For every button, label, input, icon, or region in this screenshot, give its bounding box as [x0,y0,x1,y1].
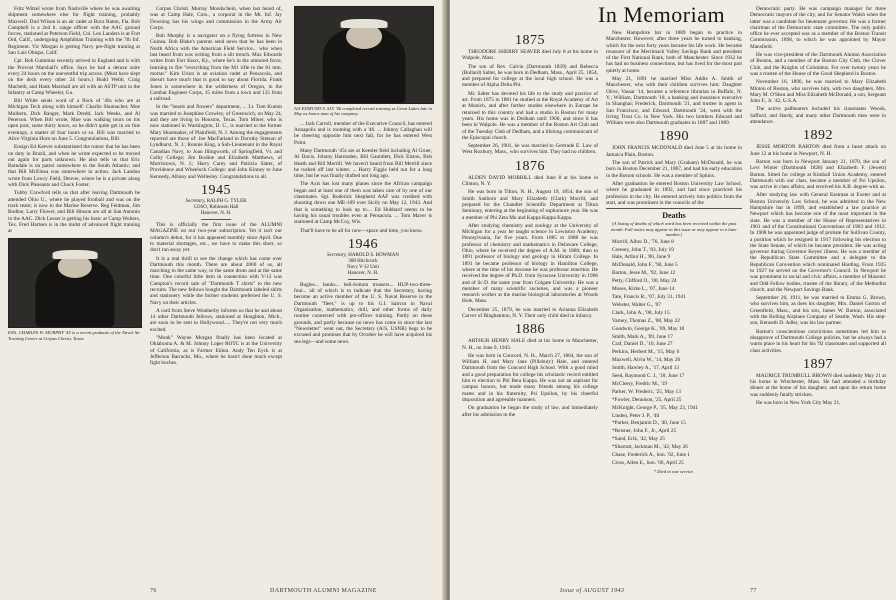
photo-sly-caption: A/S EDMUND S. SLY '46 completed recruit training at Great Lakes late in May as honor man of his company. [294,106,432,117]
death-entry: Maxwell, Alvin W., '14, May 26 [612,357,681,364]
article-paragraph: ... Jack Carroll, member of the Executive Council, has entered Annapolis and is rooming with a '46. ... Johnny Callaghan will be cheering opposite him next fall, for he has entered West Point. [294,120,432,146]
page-number-left: 76 [150,588,157,594]
obituary-paragraph: THEODORE SHERRY SEAVER died July 8 at his home in Walpole, Mass. [462,49,598,62]
death-entry: Goodwin, George K., '09, May 18 [612,325,685,332]
secretary-name: RALPH G. TYLER [206,199,247,205]
in-memoriam-title: In Memoriam [598,2,726,27]
death-entry: Hale, Arthur H., '86, June 9 [612,254,671,261]
death-entry: Linden, Peter J. P., '40 [612,412,660,419]
divider [606,208,742,209]
obituary-year: 1897 [803,356,833,372]
obituary-paragraph: Democratic party. He was campaign manager for three Democratic mayors of the city, and for Senator Walsh when the latter was a candidate for lieutenant governor. He was a former chairman of the Democratic state committee. The only public office he ever accepted was as a member of the Boston Transit Commission, 1898, to which he was appointed by Mayor Mansfield. [750,6,886,50]
photo-murphy-caption: ENS. CHARLES W. MURPHY '45 is a recent graduate of the Naval Air Training Center at Corpus Christi, Texas. [8,330,140,341]
secretary-label: Secretary [327,252,346,258]
obituary-paragraph: The son of Rev. Calvin (Dartmouth 1839) and Rebecca (Bullard) Salter, he was born in Dedham, Mass., April 25, 1854, and prepared for college at the local high school. He was a member of Alpha Delta Phi. [462,63,598,89]
page-number-right: 77 [750,588,757,594]
obituary-paragraph: He was vice-president of the Dartmouth Alumni Association of Boston, and a member of the Boston City Club, the Clover Club, and the Knights of Columbus. For over twenty years he was a trustee of the House of the Good Shepherd in Boston. [750,52,886,77]
photo-cap [341,19,388,29]
obituary-year: 1890 [659,129,689,145]
obituary-paragraph: Mr. Salter has devoted his life to the study and practice of art. From 1875 to 1881 he studied at the Royal Academy of Art at Munich, and after further studies elsewhere in Europe he returned to this country and had a studio in Boston for many years. His home was in Dedham until 1900, and since it has been in Walpole. He was a member of the Boston Art Club and of the Tuesday Club of Dedham, and a lifelong communicant of the Episcopal church. [462,90,598,141]
death-entry: Smith, Mark A., '09, June 17 [612,333,673,340]
death-entry: Perkins, Herbert M., '15, May 6 [612,349,680,356]
obituary-paragraph: November 16, 1896, he was married to Mary Elizabeth Minton of Boston, who survives him, with two daughters, Mrs. Mary M. O'Shea and Miss Elizabeth McDonald, a son, Sergeant John F., Jr. '42, U.S.A. [750,79,886,105]
divider [201,219,231,220]
article-paragraph: In the "hearts and flowers" department, ... Lt. Tom Kumm was married to Josephine Crowley, of Greenwich, on May 24, and they are living in Houston, Texas. Tom Miner, who is now stationed in Washington, D. C., is married to the former Mary Shoemaker, of Plainfield, N. J. Among the engagements reported are those of: Joe MacFarland to Dorothy Stetson of Lyndhurst, N. J.; Ronnie King, a Sub-Lieutenant in the Royal Canadian Navy, to Joan Illingworth, of Springfield, Vt. and Colby College; Jim Bodine and Elizabeth Matthews, of Morristown, N. J.; Harry Carey and Patricia Slater, of Providence and Wheelock College; and John Kinney to June Kennedy, Albany and Wellesley. Congratulations to all. [150,104,282,180]
obituary-name: MAURICE TRUMBULL BROWN [756,372,834,379]
death-entry: Petty, Clifford O., '00, May 24 [612,278,677,285]
obituary-paragraph: September 26, 1901, he was married to Gertrude E. Law of West Roxbury, Mass., who survives him. They had no children. [462,143,598,156]
left-column-2 [150,6,282,369]
article-paragraph: Cpl. Bob Cummins recently arrived in England and is with the Provost Marshall's office. Says he had a deluxe suite every 24 hours on the uneventful trip across. (Must have slept on the deck every other 24 hours.) Budd Webb, Craig Macbeth, and Hank Marshall are all with an ASTP unit in the Infantry at Camp Wheeler, Ga. [8,58,140,96]
death-entry: *Reisner, John F., Jr., April 25 [612,428,677,435]
class-1946-address3: Hanover, N. H. [347,270,379,276]
right-col1-obits [462,34,598,418]
article-paragraph: It is a real thrill to see the change which has come over Dartmouth this month. There are about 2000 of us, all marching in the same way, to the same drum and at the same time. One colorful little item in connection with V-12 was Campion's record sale of "Dartmouth T shirts" to the new recruits. The new fellows bought the Dartmouth labeled shirts and stationery while the former students preferred the U. S. Navy on their articles. [150,255,282,306]
obituary-paragraph: The son of Patrick and Mary (Graham) McDonald, he was born in Boston December 21, 1867, and had his early education in the Boston schools. He was a member of Sphinx. [606,160,742,179]
article-paragraph: "Monk" Wayne Morgan finally has been located at Oklahoma A. & M. Johnny Loper ROTC is at the University of California, as is Farmer Eldon. Andy Ten Eyck is at Jefferson Barracks, Mo., where he hasn't done much except fight boches. [150,335,282,367]
obituary-year: 1892 [803,128,833,144]
death-entry: Webster, Walter G., '07 [612,301,661,308]
class-1945-address2: Hanover, N. H. [200,211,232,217]
obituary-paragraph: On graduation he began the study of law, and immediately after his admission to the [462,405,598,418]
death-entry: Clark, John A., '08, July 15 [612,309,670,316]
obituary-name: ALDEN DAVID MORRILL [468,174,535,181]
photo-murphy [8,238,142,328]
obituary-1892 [750,129,886,354]
left-column-3 [294,6,432,347]
left-col2-after-text [150,222,282,367]
article-paragraph: Corpus Christi. Murray Mondschein, when last heard of, was at Camp Hale, Colo., a corporal in the Mt. Inf. Jay Downing has his wings and commission in the Army Air Corps. [150,6,282,31]
class-1945-address1: COSO, Robinson Hall [193,205,239,211]
right-col2-text [606,30,742,126]
article-paragraph: The Axis has lost many planes since the African campaign began and at least one of them was taken care of by one of our classmates. Sgt. Roderick Shepherd AAF was credited with shooting down one ME-109 over Sicily on May 12, 1943. And that is something to look up to.... Ed Hubbard seems to be having his usual troubles even at Pensacola. ... Tom Maver is stationed at Camp McCoy, Wis. [294,181,432,226]
death-entry: *Sand, Erik, '42, May 25 [612,436,665,443]
article-paragraph: Many Dartmouth '45s are at Keesler field including Al Gruer, Al Davis, Johnny Harmsden, Bill Gauntlett, Dick Elston, Bob Heath and Bill Merrill. We haven't heard from Bill Merrill since he rushed off last winter. ... Harry Figgie held out for a long time, but he was finally drafted not long ago. [294,148,432,180]
obituary-paragraph: ARTHUR HENRY HALE died at his home in Manchester, N. H., on June 9, 1943. [462,338,599,351]
death-entry: Seed, Raymond C. J., '18, June 17 [612,373,685,380]
deaths-footnote: * Died in war service. [653,468,695,474]
death-entry: McKnight, George P., '35, May 23, 1941 [612,404,699,411]
death-entry: Craf, Daniel D., '10, June 27 [612,341,673,348]
article-paragraph: Bill White sends word of a flock of '46s who are at Michigan Tech along with himself: Charlie Shumacher, Moe Mulhern, Dick Ranger, Mark Dredd, Jack Weeks, and Al Peterson. When Bill wrote, Moe was walking tours on his open post, some thirty hours, so he didn't quite get in on fine evenings, a matter of four hours or so. Bill was married to Alice Virginia Horn on June 5. Congratulations, Bill. [8,98,140,142]
death-entry: Barton, Jesse M., '92, June 12 [612,270,676,277]
obituary-paragraph: The active pallbearers included his classmates Woods, Safford, and Hardy, and many other Dartmouth men were in attendance. [750,106,886,126]
obituary-paragraph: He was born in New York City May 21, [756,400,841,407]
obituary-paragraph: After studying law with General Eastman at Exeter and at Boston University Law School, he was admitted to the New Hampshire bar in 1899, and established a law practice at Newport which has become one of the most important in the state. He was a member of the House of Representatives in 1901 and of the Constitutional Conventions of 1903 and 1912. In 1908 he was appointed judge of probate for Sullivan County, a position which he resigned in 1917 following his election to the State Senate, of which he became president. He was acting governor during Governor Keyes' illness. He was a member of the Republican State Committee and a delegate to the Republican Convention which nominated Harding. From 1925 to 1927 he served on the Governor's Council. In Newport he was prominent in social and civic affairs, a member of Masonic and Odd Fellow bodies, trustee of the library, of the Methodist church, and the Newport Savings Bank. [750,192,886,293]
article-paragraph: Bob Murphy is a navigator on a flying fortress in New Guinea. Bob Blake's parents send news that he has been in North Africa with the American Field Service... who when last heard from was writing from a slit trench. Max Edwards writes from Fort Knox, Ky., where he's in the armored force, learning to fire "everything from the M1 rifle to the 81 mm. mortar." Kim Urion is an aviation cadet at Pensacola, and doesn't have much that is good to say about Florida. Frank Jones is somewhere in the wilderness of Oregon, in the Combat Engineer Corps, 15 miles from a town and 135 from a railroad. [150,33,282,103]
death-entry: *Parker, Benjamin D., '40, June 15 [612,420,686,427]
article-paragraph: A card from Steve Weatherby informs us that he and about 14 other Dartmouth fellows, stationed at Houghton, Mich., are soon to be sent to Hollywood..... They're not very much excited. [150,307,282,333]
photo-sly [294,6,434,104]
obituary-1890 [606,130,742,206]
left-page [0,0,446,600]
death-entry: *Sharratt, Jackman M., '42, May 26 [612,444,688,451]
death-entry: Cross, Allen E., hon. '06, April 25 [612,460,684,467]
article-paragraph: This is officially the first issue of the ALUMNI MAGAZINE on our two-year subscription. Yet it isn't our column's debut, for it has appeared monthly since April. Due to material shortages, etc., we have to make this short, so don't run away yet. [150,222,282,254]
obituary-paragraph: ALDEN DAVID MORRILL died June 8 at his home in Clinton, N. Y. [462,174,598,188]
left-column-1 [8,6,140,345]
photo-cap [53,250,98,259]
obituary-paragraph: December 25, 1879, he was married to Arianna Elizabeth Carver of Binghamton, N. Y. Their only child died in infancy. [462,306,598,319]
left-col3-after-text [294,282,432,345]
class-1945-secretary: Secretary, RALPH G. TYLER [185,199,247,205]
obituary-paragraph: September 20, 1911, he was married to Emma G. Brown, who survives him, as does his daughter, Mrs. Daniel Gorton of Greenfield, Mass., and his son, James W. Barton, associated with the Bolling Airplane Company of Seattle, Wash. His step-son, Kenneth D. Adler, was his law partner. [750,295,886,327]
death-entry: *Fowler, Dennison, '25, April 25 [612,396,682,403]
left-col2-text [150,6,282,180]
obituary-year: 1876 [515,158,545,174]
death-entry: Smith, Hawley A., '17, April 13 [612,365,680,372]
left-col3-text [294,121,432,234]
article-paragraph: Tubby Crawford tells us that after leaving Dartmouth he attended Ohio U., where he played football and was on the track team; is now in the Marine Reserve. Reg Feldman, Jim Bodine, Larry Flower, and Bill Hinson are all at San Antonio in the AAC. Dick Lesser is getting his basic at Camp Wolters, Tex. Fred Hartsen is in the midst of advanced flight training at [8,190,140,235]
article-paragraph: Fritz Witzel wrote from Nashville where he was awaiting shipment somewhere else for flight training, probably Maxwell. Dud Wilson is an air cadet at Boca Raton, Fla. Bob Campbell is a 2nd lt. range officer with the AAC ground forces, stationed at Peterson Field, Col. Len Landers is at Fort Ord, Calif., undergoing Amphibian Training with the 7th Inf. Regiment. Vic Morgan is getting Navy pre-flight training at San Luis Obispo, Calif. [8,6,140,57]
article-paragraph: That'll have to be all for now—space and time, you know. [300,227,423,234]
obituary-paragraph: Barton's conscientious convictions sometimes led him to disapprove of Dartmouth College policies, but he always had a warm place in his heart for his '92 classmates and supported all class activities. [750,328,886,354]
class-1946-secretary: Secretary, HAROLD S. BOWMAN [327,252,399,258]
right-col3-text [750,6,886,125]
deaths-list [606,240,742,467]
obituary-paragraph: JESSE MORTON BARTON died from a heart attack on June 12 at his home in Newport, N. H. [750,144,886,157]
death-entry: Varney, Thomas Z., '08, May 22 [612,317,681,324]
class-1946-year: 1946 [348,236,378,252]
obituary-paragraph: After studying chemistry and zoology at the University of Michigan for a year he taught science in Lewiston Academy, Pennsylvania, for five years. From 1885 to 1888 he was professor of chemistry and mathematics in Delaware College, Ohio, where he received the degree of A.M. in 1886; then to 1891 professor of biology and geology in Hiram College. In 1891 he became professor of biology in Hamilton College, where at the time of his decease he was professor emeritus. He received the degree of Ph.D. from Syracuse University in 1906 and of Sc.D. the same year from Colgate University. He was a member of many scientific societies, and was a pioneer research worker at the marine biological laboratories at Woods Hole, Mass. [462,222,598,305]
issue-footer: Issue of AUGUST 1943 [560,588,625,594]
article-paragraph: Ensign Ed Keever substantiated the rumor that he has been on duty in Brazil, and when he wrote expected to be moved out again for parts unknown. He also tells us that Eric Barndale is on patrol somewhere in the South Atlantic; and that Bill McElnea was somewhere in action. Jack Landon wrote from Lowry Field, Denver, where he is a private along with Dick Pleasants and Chuck Foster. [8,144,140,189]
death-entry: Tate, Francis R., '07, July 31, 1941 [612,293,686,300]
death-entry: Parker, W. Frederic, '25, May 13 [612,388,681,395]
death-entry: McCleery, Fredric M., '19 [612,380,668,387]
obituary-paragraph: After graduation he entered Boston University Law School, where he graduated in 1892, and had since practiced his profession in the city. He entered actively into politics from the start, and was prominent in the councils of the [606,180,742,206]
death-entry: Morrill, Albro D., '76, June 8 [612,238,674,245]
obituary-name: ARTHUR HENRY HALE [468,338,528,345]
magazine-footer: DARTMOUTH ALUMNI MAGAZINE [270,588,377,594]
divider [348,279,378,280]
obituary-paragraph: New Hampshire bar in 1889 began to practice in Manchester. However, after three years he turned to banking, which for the next forty years became his life work. He became treasurer of the Merrimack Valley Savings Bank and president of the First National Bank, both of Manchester. Since 1932 he has had no business connections, but has lived for the most part quietly at home. [606,30,742,74]
right-column-2 [606,30,742,478]
obituary-name: JESSE MORTON BARTON [756,144,823,151]
obituary-paragraph: JOHN FRANCIS MCDONALD died June 5 at his home in Jamaica Plain, Boston. [606,145,742,158]
deaths-title: Deaths [662,211,686,221]
class-1946-address1: 308 Hitchcock [348,258,378,264]
obituary-year: 1886 [515,322,545,338]
obituary-year: 1875 [515,33,545,48]
death-entry: Moses, Kirke L., '07, June 14 [612,286,675,293]
obituary-paragraph: May 21, 1891 he married Miss Addie A. Smith of Manchester, who with their children survives him: Daughter Olive, Vassar '14, became a reference librarian in Buffalo, N. Y.; William, Dartmouth '18, a banking and insurance executive in Shanghai; Frederick, Dartmouth '21, and trustee in agent in San Francisco; and Edward, Dartmouth '24, went with the Irving Trust Co. in New York. His two brothers Edward and William were also Dartmouth graduates in 1887 and 1889. [606,76,742,127]
death-entry: Chase, Frederick A., hon. '92, June 1 [612,452,690,459]
right-column-3 [750,6,886,408]
class-1946-address2: Navy V-12 Unit [347,264,379,270]
obituary-paragraph: He was born in Tilton, N. H., August 19, 1854, the son of Smith Sanborn and Mary Elizabeth (Clark) Morrill, and prepared for the Chandler Scientific Department at Tilton Seminary, entering at the beginning of sophomore year. He was a member of Phi Zeta Mu and Kappa Kappa Kappa. [462,189,598,221]
obituary-name: JOHN FRANCIS MCDONALD [612,145,684,152]
obituary-paragraph: MAURICE TRUMBULL BROWN died suddenly May 21 at his home in Winchester, Mass. He had attended a birthday dinner at the home of his daughter, and upon his return home was suddenly fatally stricken. [750,372,886,398]
obituary-paragraph: He was born in Concord, N. H., March 27, 1864, the son of William H. and Mary Jane (Pillsbury) Hale, and entered Dartmouth from the Concord High School. With a good mind and a good preparation for college his scholastic record entitled him to election to Phi Beta Kappa. He was not an aspirant for campus honors, but made many friends among his college mates and in his fraternity, Psi Upsilon, by his cheerful disposition and agreeable manners. [462,352,598,403]
obituary-name: THEODORE SHERRY SEAVER [468,49,542,55]
death-entry: Creesey, John T., '83, July 19 [612,246,674,253]
left-col1-text [8,6,140,234]
article-paragraph: Bugles... bunks... bell-bottom trousers... HUP-two-three-four... all of which is to indicate that the Secretary, having become an active member of the U. S. Naval Reserve in the Dartmouth "fleet," is up to his G.I. haircut in Naval Organization, mathematics, drill, and other forms of daily routine connected with pre-officer training. Partly on these grounds, and partly because no news has come in since the last "Newsletter" went out, the Secretary (A/S, USNR) begs to be excused and promises that by October he will have acquired his sea legs—and some news. [294,281,432,345]
obituary-paragraph: Barton was born in Newport January 21, 1870, the son of Levi Winter (Dartmouth 1828) and Elizabeth F. (Jewett) Barton. Sitted for college at Kimball Union Academy, entered Dartmouth with our class, became a member of Psi Upsilon, was active in class affairs, and received his A.B. degree with us. [750,158,886,191]
class-1945-year: 1945 [201,183,231,199]
death-entry: McDonald, John F., '90, June 5 [612,262,678,269]
obituary-1897 [750,358,886,406]
deaths-note: [A listing of deaths of which word has been received within the past month. Full notice may appear in this issue or may appear in a later number.] [611,221,737,238]
right-column-1 [462,30,598,420]
right-page [450,0,896,600]
secretary-name: HAROLD S. BOWMAN [348,252,399,258]
secretary-label: Secretary [185,199,205,205]
